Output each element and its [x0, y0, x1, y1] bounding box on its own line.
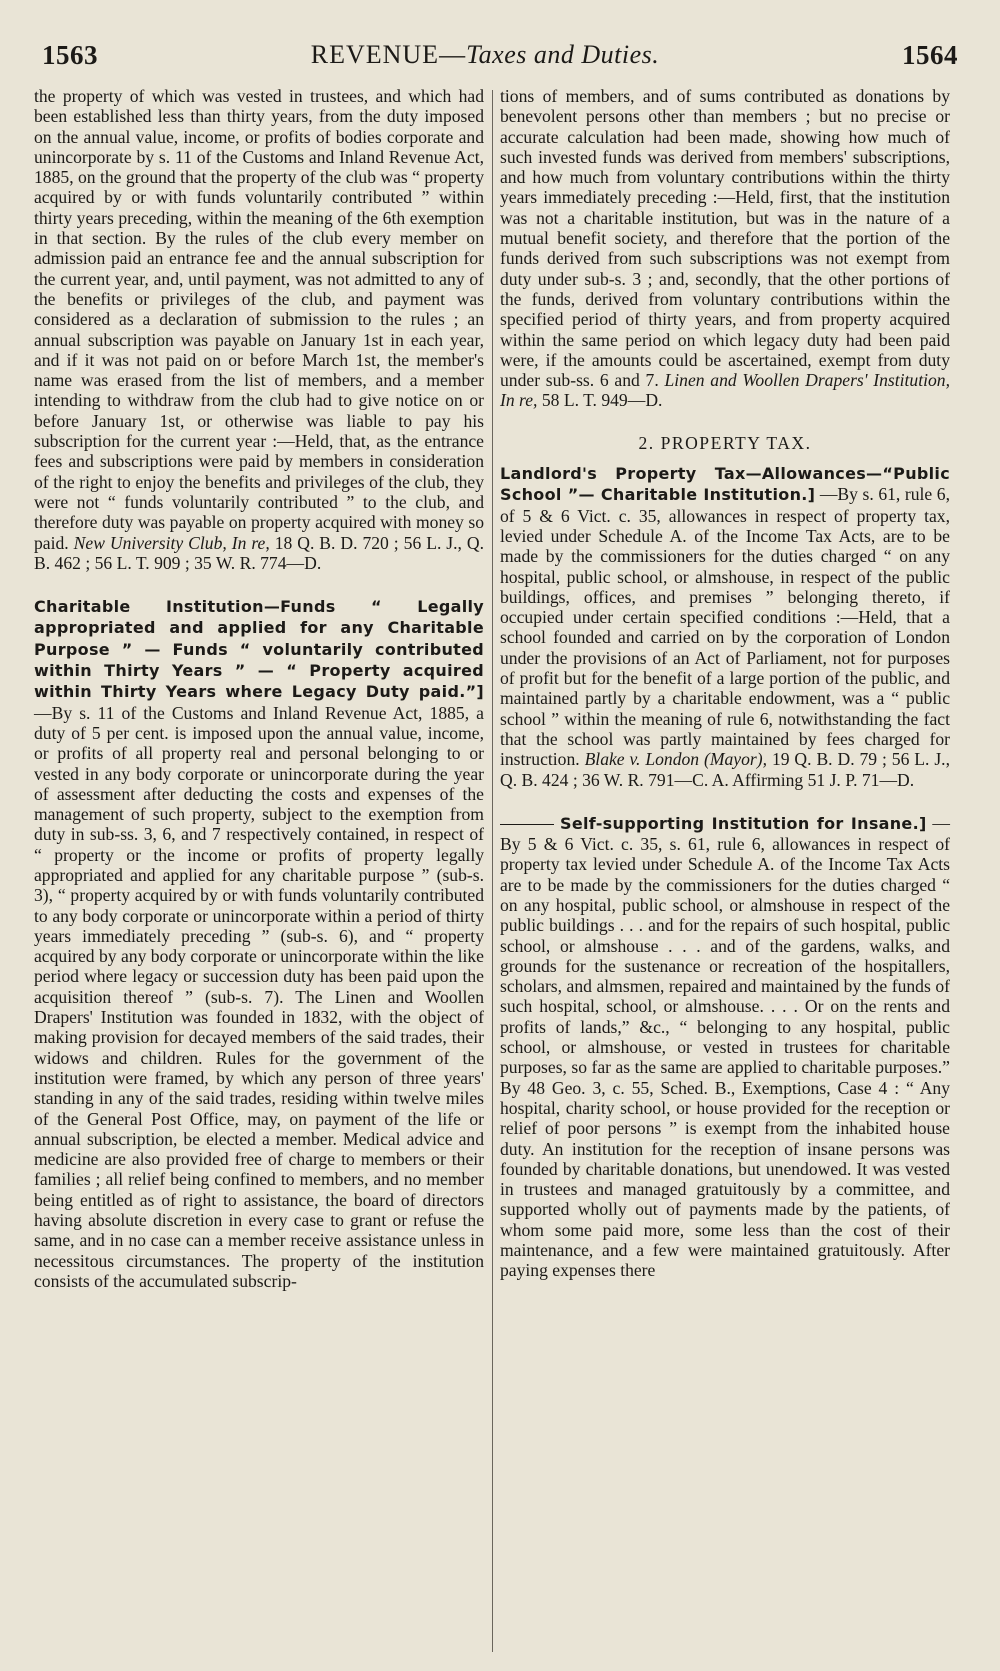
case-citation: New University Club, In re, — [73, 532, 270, 553]
running-title-main: REVENUE— — [310, 40, 467, 69]
paragraph-text: —By s. 61, rule 6, of 5 & 6 Vict. c. 35, allowances in respect of property tax, levied under Schedule A. of the Income Tax Acts, are to be made by the commissioners for the duties charged “ on any hospital, public school, or almshouse, in respect of the public buildings, offices, and premises ” belonging thereto, if occupied under certain specified conditions :—Held, that a school founded and carried on by the corporation of London under the provisions of an Act of Parliament, not for purposes of profit but for the benefit of a large portion of the public, and maintained partly by a charitable endowment, was a “ public school ” within the meaning of rule 6, notwithstanding the fact that the school was partly maintained by fees charged for instruction. — [500, 484, 950, 770]
paragraph-text: —By 5 & 6 Vict. c. 35, s. 61, rule 6, allowances in respect of property tax levied under Schedule A. of the Income Tax Acts are to be made by the commissioners for the duties charged “ on any hospital, public school, or almshouse in respect of the public buildings . . . and for the repairs of such hospital, public school, or almshouse . . . and of the gardens, walks, and grounds for the sustenance or recreation of the hospitallers, scholars, and almsmen, repaired and maintained by the funds of such hospital, school, or almshouse. . . . Or on the rents and profits of lands,” &c., “ belonging to any hospital, public school, or almshouse, or vested in trustees for charitable purposes, so far as the same are applied to charitable purposes.” By 48 Geo. 3, c. 55, Sched. B., Exemptions, Case 4 : “ Any hospital, charity school, or house provided for the reception or relief of poor persons ” is exempt from the inhabited house duty. An institution for the reception of insane persons was founded by charitable donations, but unendowed. It was vested in trustees and managed gratuitously by a committee, and supported wholly out of payments made by the patients, of whom some paid more, some less than the cost of their maintenance, and a few were maintained gratuitously. After paying expenses there — [500, 812, 951, 1281]
text-columns — [34, 86, 951, 1666]
case-reference: 18 Q. B. D. 720 ; 56 L. J., Q. B. 462 ; 56 L. T. 909 ; 35 W. R. 774—D. — [34, 532, 484, 573]
case-citation: Linen and Woollen Drapers' Institution, In re, — [500, 370, 950, 411]
paragraph — [500, 463, 950, 790]
right-column — [500, 86, 950, 1281]
paragraph-text: —By s. 11 of the Customs and Inland Revenue Act, 1885, a duty of 5 per cent. is imposed upon the annual value, income, or profits of all property real and personal belonging to or vested in any body corporate or unincorporate during the year of assessment after deducting the costs and expenses of the management of such property, subject to the exemption from duty in sub-ss. 3, 6, and 7 respectively contained, in respect of “ property or the income or profits of property legally appropriated and applied for any charitable purpose ” (sub-s. 3), “ property acquired by or with funds voluntarily contributed to any body corporate or unincorporate within a period of thirty years immediately preceding ” (sub-s. 6), and “ property acquired by any body corporate or unincorporate within the like period where legacy or succession duty has been paid upon the acquisition thereof ” (sub-s. 7). The Linen and Woollen Drapers' Institution was founded in 1832, with the object of making provision for decayed members of the said trades, their widows and children. Rules for the government of the institution were framed, by which any person of three years' standing in any of the said trades, residing within twelve miles of the General Post Office, may, on payment of the life or annual subscription, be elected a member. Medical advice and medicine are also provided free of charge to members or their families ; all relief being confined to members, and no member being entitled as of right to assistance, the board of directors having absolute discretion in every case to grant or refuse the same, and in no case can a member receive assistance unless in necessitous circumstances. The property of the institution consists of the accumulated subscrip- — [34, 702, 484, 1291]
paragraph-text: the property of which was vested in trustees, and which had been established less than thirty years, from the duty imposed on the annual value, income, or profits of bodies corporate and unincorporate by s. 11 of the Customs and Inland Revenue Act, 1885, on the ground that the property of the club was “ property acquired by or with funds voluntarily contributed ” within thirty years preceding, within the meaning of the 6th exemption in that section. By the rules of the club every member on admission paid an entrance fee and the annual subscription for the current year, and, until payment, was not admitted to any of the benefits or privileges of the club, and payment was considered as a declaration of submission to the rules ; an annual subscription was payable on January 1st in each year, and if it was not paid on or before March 1st, the member's name was erased from the list of members, and a member intending to withdraw from the club had to give notice on or before January 1st, or otherwise was liable to pay his subscription for the current year :—Held, that, as the entrance fees and subscriptions were paid by members in consideration of the right to enjoy the benefits and privileges of the club, they were not “ funds voluntarily contributed ” to the club, and therefore duty was payable on property acquired with money so paid. — [34, 86, 484, 553]
page-number-left: 1563 — [42, 40, 98, 70]
paragraph-text: tions of members, and of sums contributed as donations by benevolent persons other than members ; but no precise or accurate calculation had been made, showing how much of such invested funds was derived from members' subscriptions, and how much from voluntary contributions within the thirty years immediately preceding :—Held, first, that the institution was not a charitable institution, but was in the nature of a mutual benefit society, and therefore that the portion of the funds derived from such subscriptions was not exempt from duty under sub-s. 3 ; and, secondly, that the other portions of the funds, derived from voluntary contributions within the specified period of thirty years, and from property acquired within the same period on which legacy duty had been paid were, if the amounts could be ascertained, exempt from duty under sub-ss. 6 and 7. — [500, 86, 950, 391]
page-header — [32, 40, 958, 80]
paragraph — [500, 86, 950, 411]
case-reference: 19 Q. B. D. 79 ; 56 L. J., Q. B. 424 ; 36 W. R. 791—C. A. Affirming 51 J. P. 71—D. — [500, 749, 950, 790]
left-column — [34, 86, 484, 1291]
paragraph-heading: Landlord's Property Tax—Allowances—“Public School ”— Charitable Institution.] — [500, 464, 950, 505]
section-title: 2. PROPERTY TAX. — [638, 432, 812, 453]
page-number-right: 1564 — [902, 40, 958, 70]
running-title — [32, 40, 938, 70]
paragraph — [34, 86, 484, 573]
paragraph-heading: Charitable Institution—Funds “ Legally appropriated and applied for any Charitable Purpose ” — Funds “ voluntarily contributed within Thirty Years ” — “ Property acquired within Thirty Years where Legacy Duty paid.”] — [34, 597, 484, 702]
paragraph — [34, 596, 484, 1291]
paragraph-heading: Self-supporting Institution for Insane.] — [560, 813, 927, 833]
case-citation: Blake v. London (Mayor), — [584, 749, 768, 770]
paragraph — [500, 813, 950, 1281]
ditto-dash — [500, 824, 554, 825]
case-reference: 58 L. T. 949—D. — [541, 390, 663, 411]
running-title-italic: Taxes and Duties. — [466, 40, 660, 69]
column-divider — [492, 90, 493, 1652]
